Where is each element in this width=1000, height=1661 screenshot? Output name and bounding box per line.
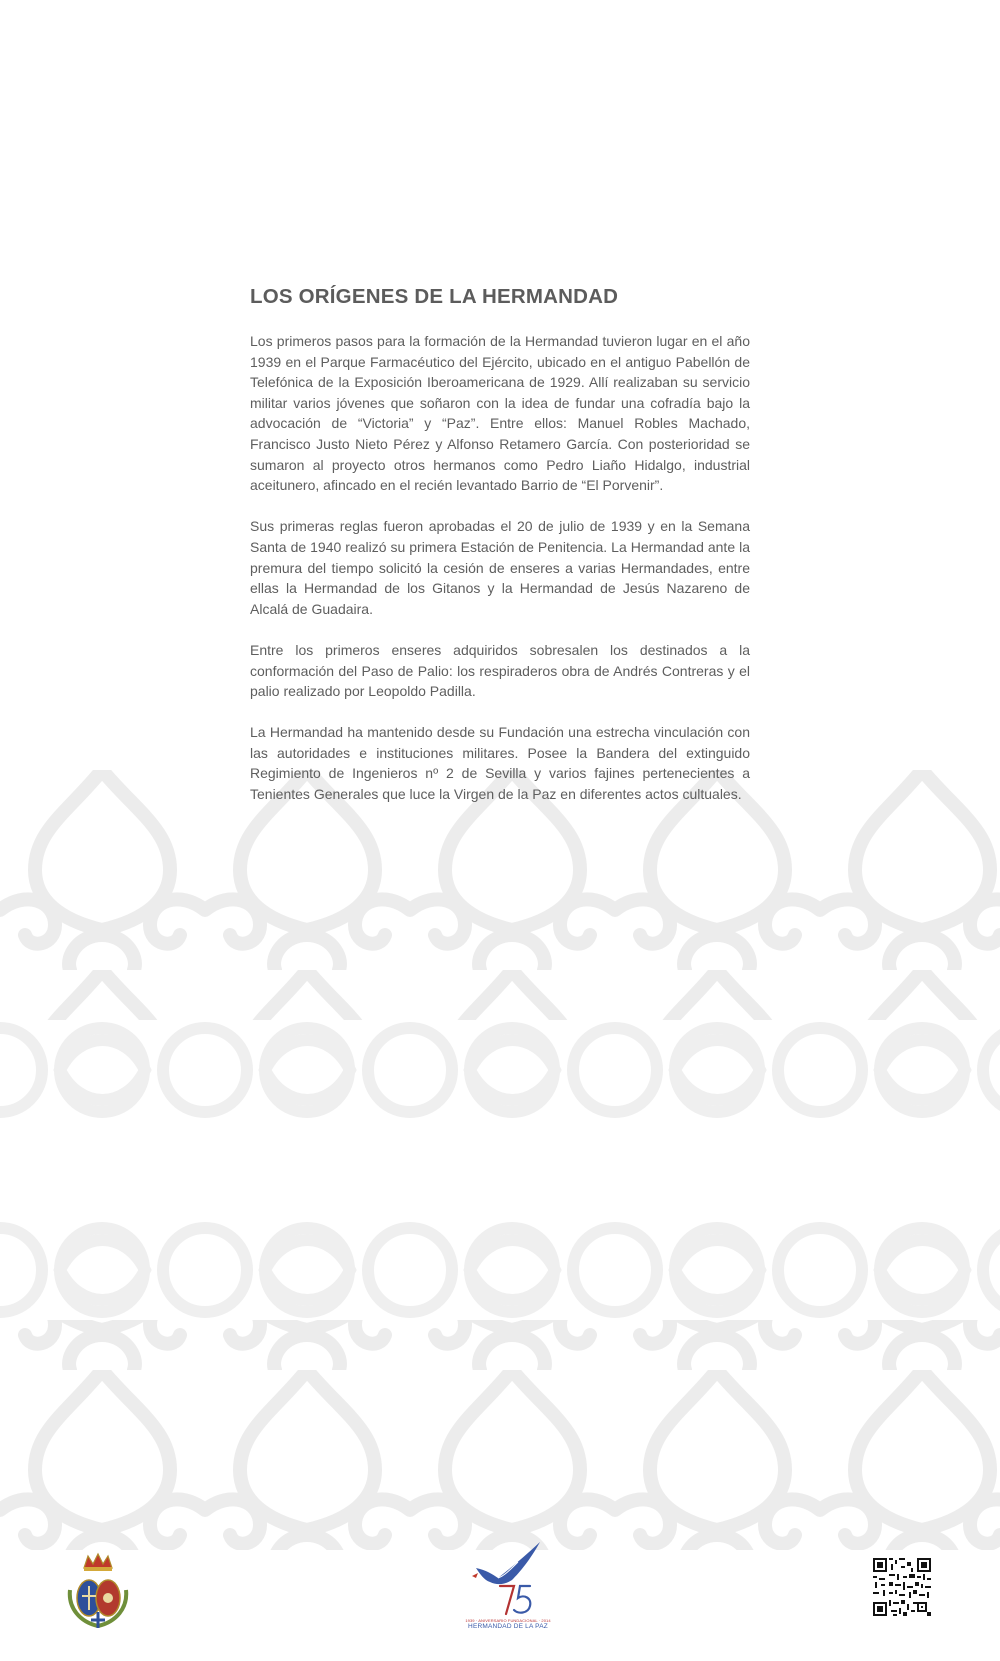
brotherhood-crest-icon: [60, 1550, 136, 1630]
paragraph-3: Entre los primeros enseres adquiridos sobresalen los destinados a la conformación del Paso de Palio: los respiraderos obra de Andrés Contreras y el palio realizado por Leopoldo Padilla.: [250, 641, 750, 700]
logo-caption-years: 1939 · ANIVERSARIO FUNDACIONAL · 2014: [465, 1618, 551, 1623]
page-title: LOS ORÍGENES DE LA HERMANDAD: [250, 285, 619, 308]
paragraph-1: Los primeros pasos para la formación de la Hermandad tuvieron lugar en el año 1939 en el Parque Farmacéutico del Ejército, ubicado en el antiguo Pabellón de Telefónica de la Exposición Iberoamericana de 1929. Allí realizaban su servicio militar varios jóvenes que soñaron con la idea de fundar una cofradía bajo la advocación de “Victoria” y “Paz”. Entre ellos: Manuel Robles Machado, Francisco Justo Nieto Pérez y Alfonso Retamero García. Con posterioridad se sumaron al proyecto otros hermanos como Pedro Liaño Hidalgo, industrial aceitunero, afincado en el recién levantado Barrio de “El Porvenir”.: [250, 333, 750, 494]
paragraph-2: Sus primeras reglas fueron aprobadas el 20 de julio de 1939 y en la Semana Santa de 1940 realizó su primera Estación de Penitencia. La Hermandad ante la premura del tiempo solicitó la cesión de enseres a varias Hermandades, entre ellas la Hermandad de los Gitanos y la Hermandad de Jesús Nazareno de Alcalá de Guadaira.: [250, 518, 750, 617]
qr-code-icon[interactable]: [873, 1558, 931, 1616]
paragraph-4: La Hermandad ha mantenido desde su Fundación una estrecha vinculación con las autoridades e instituciones militares. Posee la Bandera del extinguido Regimiento de Ingenieros nº 2 de Sevilla y varios fajines pertenecientes a Tenientes Generales que luce la Virgen de la Paz en diferentes actos cultuales.: [250, 724, 750, 803]
background-ornament-pattern: [0, 770, 1000, 1550]
anniversary-logo: [458, 1540, 558, 1640]
dove-75-anniversary-icon: [468, 1540, 548, 1618]
logo-caption-name: HERMANDAD DE LA PAZ: [468, 1623, 548, 1630]
article: [250, 285, 750, 825]
